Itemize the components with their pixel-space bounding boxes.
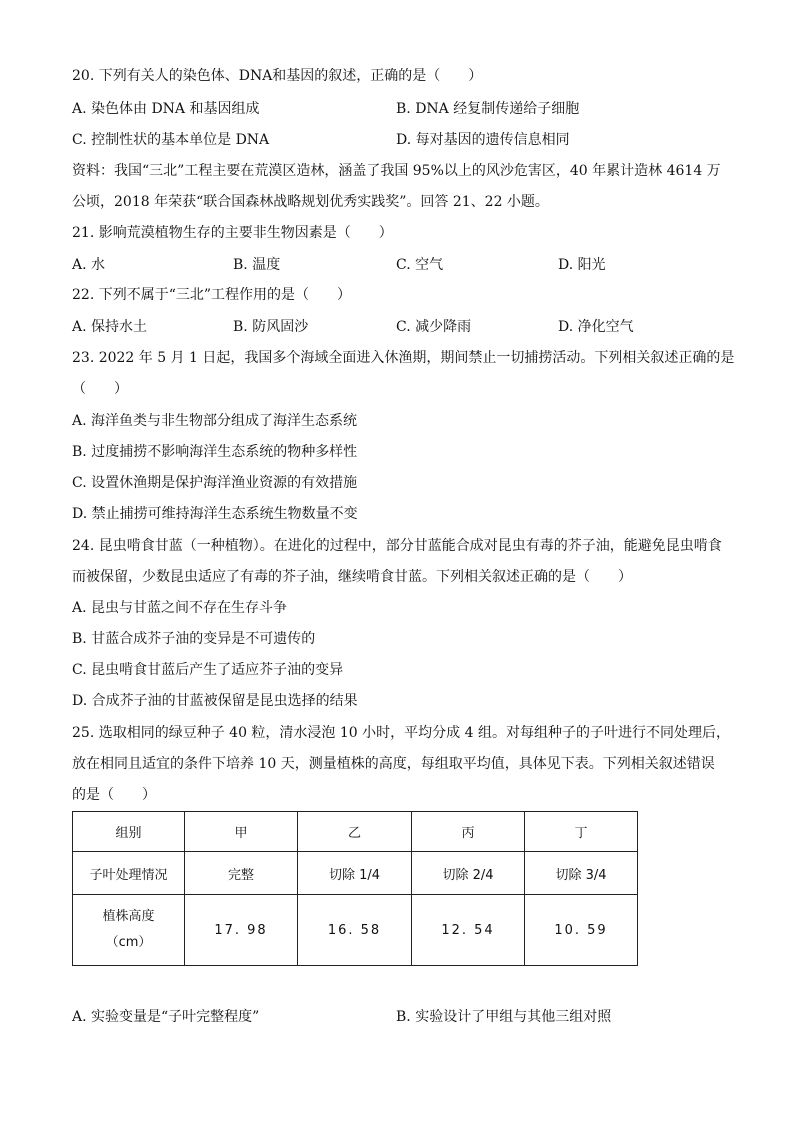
table-row [73,895,638,966]
table-cell: 切除 2/4 [412,852,525,895]
q23-stem-line-2: （ ） [72,381,128,397]
q22-option-c: C. 减少降雨 [396,319,472,335]
q24-option-c: C. 昆虫啃食甘蓝后产生了适应芥子油的变异 [72,662,344,678]
q25-data-table [72,811,638,966]
q21-option-d: D. 阳光 [558,257,606,273]
q23-option-c: C. 设置休渔期是保护海洋渔业资源的有效措施 [72,475,358,491]
material-line-2: 公顷，2018 年荣获“联合国森林战略规划优秀实践奖”。回答 21、22 小题。 [72,194,549,210]
table-cell: 切除 3/4 [525,852,638,895]
table-cell: 切除 1/4 [298,852,412,895]
table-header-cell: 甲 [185,812,298,852]
q21-option-c: C. 空气 [396,257,444,273]
q24-option-d: D. 合成芥子油的甘蓝被保留是昆虫选择的结果 [72,693,358,709]
table-cell [73,895,185,966]
q22-stem: 22. 下列不属于“三北”工程作用的是（ ） [72,287,352,303]
row-label-line-2: （cm） [105,935,152,950]
q22-option-d: D. 净化空气 [558,319,634,335]
q21-stem: 21. 影响荒漠植物生存的主要非生物因素是（ ） [72,225,393,241]
q21-option-a: A. 水 [72,257,106,273]
material-line-1: 资料：我国“三北”工程主要在荒漠区造林，涵盖了我国 95%以上的风沙危害区，40 年累计造林 4614 万 [72,163,721,179]
table-cell: 12. 54 [412,895,525,966]
q20-option-b: B. DNA 经复制传递给子细胞 [396,101,580,117]
table-row [73,852,638,895]
q20-stem: 20. 下列有关人的染色体、DNA和基因的叙述，正确的是（ ） [72,68,483,84]
table-cell: 10. 59 [525,895,638,966]
table-header-cell: 丁 [525,812,638,852]
q24-stem-line-2: 而被保留，少数昆虫适应了有毒的芥子油，继续啃食甘蓝。下列相关叙述正确的是（ ） [72,569,632,585]
q23-option-d: D. 禁止捕捞可维持海洋生态系统生物数量不变 [72,506,358,522]
table-cell: 子叶处理情况 [73,852,185,895]
table-cell: 17. 98 [185,895,298,966]
q20-option-c: C. 控制性状的基本单位是 DNA [72,132,270,148]
table-cell: 16. 58 [298,895,412,966]
table-header-cell: 乙 [298,812,412,852]
table-header-row [73,812,638,852]
q24-stem-line-1: 24. 昆虫啃食甘蓝（一种植物）。在进化的过程中，部分甘蓝能合成对昆虫有毒的芥子油，能避免昆虫啃食 [72,538,722,554]
q25-stem-line-1: 25. 选取相同的绿豆种子 40 粒，清水浸泡 10 小时，平均分成 4 组。对每组种子的子叶进行不同处理后， [72,725,730,741]
q25-stem-line-3: 的是（ ） [72,787,156,803]
table-header-cell: 组别 [73,812,185,852]
q23-option-b: B. 过度捕捞不影响海洋生态系统的物种多样性 [72,444,358,460]
q24-option-b: B. 甘蓝合成芥子油的变异是不可遗传的 [72,631,316,647]
q23-stem-line-1: 23. 2022 年 5 月 1 日起，我国多个海域全面进入休渔期，期间禁止一切捕捞活动。下列相关叙述正确的是 [72,350,735,366]
q23-option-a: A. 海洋鱼类与非生物部分组成了海洋生态系统 [72,413,358,429]
q21-option-b: B. 温度 [233,257,281,273]
q20-option-a: A. 染色体由 DNA 和基因组成 [72,101,260,117]
q25-stem-line-2: 放在相同且适宜的条件下培养 10 天，测量植株的高度，每组取平均值，具体见下表。下列相关叙述错误 [72,756,715,772]
q22-option-b: B. 防风固沙 [233,319,309,335]
table-cell: 完整 [185,852,298,895]
q25-option-b: B. 实验设计了甲组与其他三组对照 [396,1009,612,1025]
row-label-line-1: 植株高度 [102,909,155,924]
q25-option-a: A. 实验变量是“子叶完整程度” [72,1009,260,1025]
q24-option-a: A. 昆虫与甘蓝之间不存在生存斗争 [72,600,288,616]
q22-option-a: A. 保持水土 [72,319,148,335]
q20-option-d: D. 每对基因的遗传信息相同 [396,132,570,148]
table-header-cell: 丙 [412,812,525,852]
